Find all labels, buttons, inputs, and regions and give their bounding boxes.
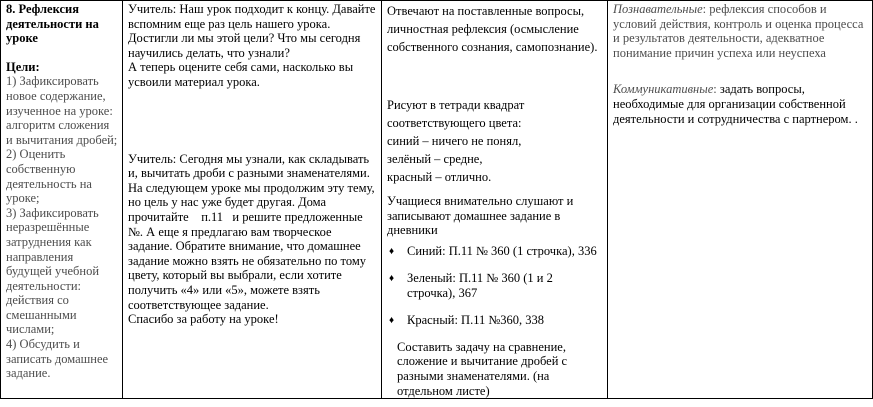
homework-item: Красный: П.11 №360, 338 (407, 312, 545, 327)
color-option: красный – отлично. (387, 170, 492, 184)
homework-item: Зеленый: П.11 № 360 (1 и 2 строчка), 367 (407, 270, 553, 300)
goal-item: 1) Зафиксировать новое содержание, изученное на уроке: алгоритм сложения и вычитания дробей; (6, 74, 118, 147)
goal-item: 3) Зафиксировать неразрешённые затруднения как направления будущей учебной деятельности: действия со смешанными числами; (6, 205, 100, 337)
diamond-bullet-icon: ♦ (389, 272, 395, 284)
cognitive-outcome (613, 2, 868, 60)
teacher-paragraph: Учитель: Сегодня мы узнали, как складывать и, вычитать дроби с разными знаменателями. На следующем уроке мы продолжим эту тему, но цель у нас уже будет другая. Дома прочитайте п.11 и решите предложенные №. А еще я предлагаю вам творческое задание. Обратите внимание, что домашнее задание можно взять не обязательно по тому цвету, который вы выбрали, если хотите получить «4» или «5», можете взять соответствующее задание. (128, 151, 378, 312)
creative-task-text: Составить задачу на сравнение, сложение и вычитание дробей с разными знаменателями. (на отдельном листе) (397, 339, 568, 398)
cognitive-label: Познавательные (613, 2, 703, 16)
list-item (387, 244, 603, 259)
color-option: зелёный – средне, (387, 152, 483, 166)
student-activity-cell (382, 1, 608, 399)
goals-heading: Цели: (6, 59, 40, 74)
communicative-outcome (613, 82, 868, 126)
communicative-separator: : (713, 82, 720, 97)
communicative-label: Коммуникативные (613, 82, 714, 97)
student-answer: Отвечают на поставленные вопросы, личностная рефлексия (осмысление собственного сознания, самопознание). (387, 4, 598, 54)
homework-item: Синий: П.11 № 360 (1 строчка), 336 (407, 243, 597, 258)
table-row (1, 1, 873, 399)
cognitive-text: : рефлексия способов и условий действия, контроль и оценка процесса и результатов деятельности, адекватное понимание причин успеха или неуспеха (613, 2, 864, 60)
listen-homework-text: Учащиеся внимательно слушают и записывают домашнее задание в дневники (387, 194, 574, 238)
teacher-paragraph: А теперь оцените себя сами, насколько вы усвоили материал урока. (128, 60, 354, 89)
diamond-bullet-icon: ♦ (389, 245, 395, 257)
draw-square-text: Рисуют в тетради квадрат соответствующего цвета: (387, 98, 525, 130)
communicative-text: задать вопросы, необходимые для организации собственной деятельности и сотрудничества с партнером. . (613, 82, 858, 126)
stage-cell (1, 1, 123, 399)
teacher-activity-cell (123, 1, 382, 399)
color-option: синий – ничего не понял, (387, 134, 522, 148)
teacher-paragraph: Учитель: Наш урок подходит к концу. Давайте вспомним еще раз цель нашего урока. Достигли ли мы этой цели? Что мы сегодня научились делать, что узнали? (128, 2, 376, 60)
teacher-thanks: Спасибо за работу на уроке! (128, 312, 279, 327)
goal-item: 4) Обсудить и записать домашнее задание. (6, 337, 109, 381)
diamond-bullet-icon: ♦ (389, 314, 395, 326)
list-item (387, 271, 603, 301)
goal-item: 2) Оценить собственную деятельность на уроке; (6, 147, 92, 206)
learning-outcomes-cell (608, 1, 873, 399)
list-item (387, 313, 603, 328)
homework-list (387, 244, 603, 328)
stage-title: 8. Рефлексия деятельности на уроке (6, 2, 99, 46)
